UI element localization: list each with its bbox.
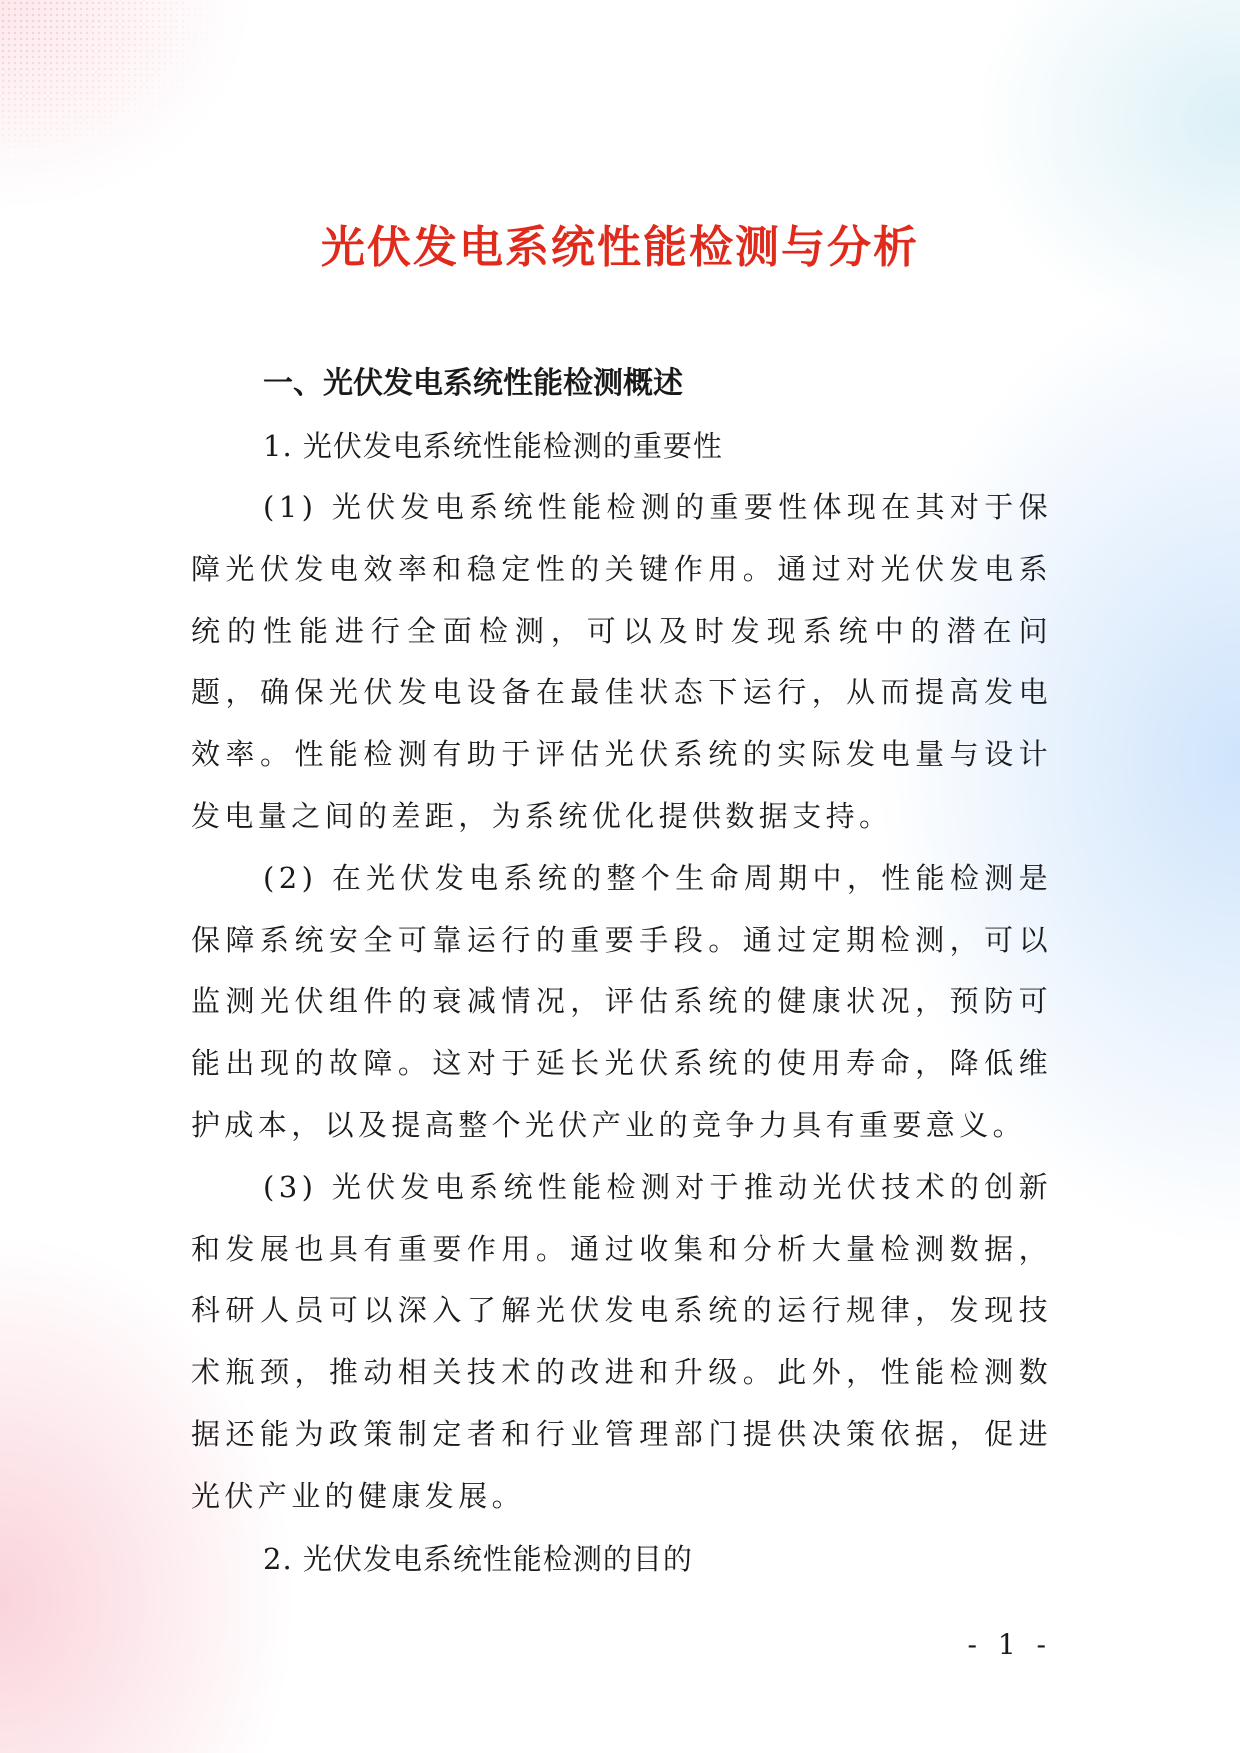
decorative-dot-pattern bbox=[0, 0, 300, 220]
paragraph-1: (1) 光伏发电系统性能检测的重要性体现在其对于保障光伏发电效率和稳定性的关键作用。通过对光伏发电系统的性能进行全面检测，可以及时发现系统中的潜在问题，确保光伏发电设备在最佳状态下运行，从而提高发电效率。性能检测有助于评估光伏系统的实际发电量与设计发电量之间的差距，为系统优化提供数据支持。 bbox=[191, 490, 1052, 833]
paragraph-3: (3) 光伏发电系统性能检测对于推动光伏技术的创新和发展也具有重要作用。通过收集和分析大量检测数据，科研人员可以深入了解光伏发电系统的运行规律，发现技术瓶颈，推动相关技术的改进和升级。此外，性能检测数据还能为政策制定者和行业管理部门提供决策依据，促进光伏产业的健康发展。 bbox=[191, 1169, 1052, 1513]
subsection-heading-purpose: 2. 光伏发电系统性能检测的目的 bbox=[263, 1541, 693, 1576]
paragraph-2: (2) 在光伏发电系统的整个生命周期中，性能检测是保障系统安全可靠运行的重要手段。通过定期检测，可以监测光伏组件的衰减情况，评估系统的健康状况，预防可能出现的故障。这对于延长光伏系统的使用寿命，降低维护成本，以及提高整个光伏产业的竞争力具有重要意义。 bbox=[191, 860, 1052, 1142]
page-number: - 1 - bbox=[967, 1628, 1052, 1661]
subsection-heading-importance: 1. 光伏发电系统性能检测的重要性 bbox=[263, 429, 723, 463]
document-title: 光伏发电系统性能检测与分析 bbox=[321, 222, 919, 273]
document-body bbox=[191, 353, 1052, 1590]
section-heading: 一、光伏发电系统性能检测概述 bbox=[263, 366, 683, 401]
